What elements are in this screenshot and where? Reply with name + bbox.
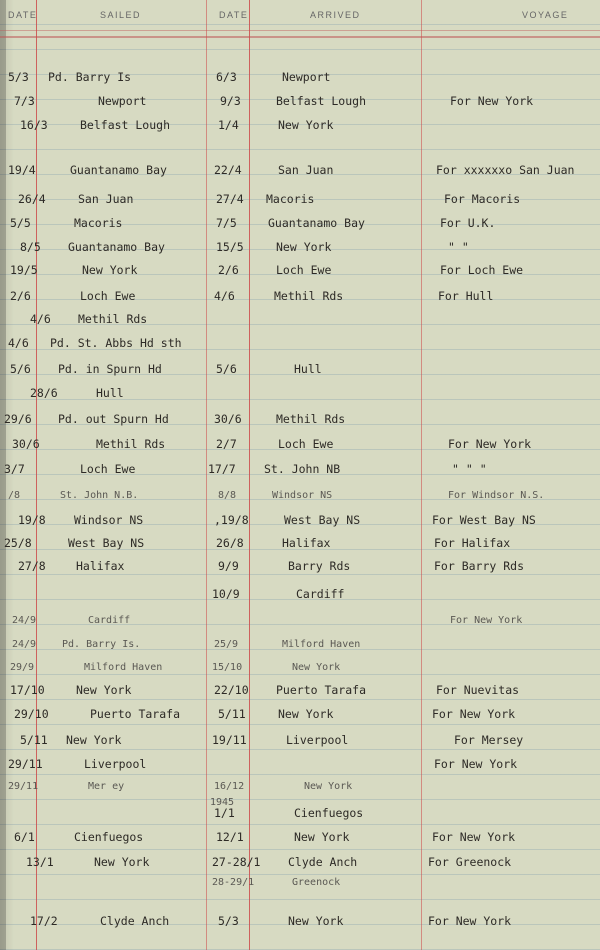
sailed-port: New York	[66, 733, 122, 747]
arrived-date: 6/3	[216, 70, 237, 84]
sailed-port: Pd. Barry Is.	[62, 639, 141, 650]
sailed-port: Mer ey	[88, 781, 125, 792]
sailed-date: 4/6	[8, 336, 29, 350]
arrived-date: 25/9	[214, 639, 239, 650]
arrived-date: 15/5	[216, 240, 244, 254]
sailed-date: 5/6	[10, 362, 31, 376]
sailed-port: Pd. in Spurn Hd	[58, 362, 162, 376]
column-rule	[421, 0, 422, 950]
arrived-date: 27/4	[216, 192, 244, 206]
voyage-note: For New York	[450, 615, 523, 626]
sailed-date: 5/3	[8, 70, 29, 84]
sailed-port: Macoris	[74, 216, 123, 230]
column-rule	[206, 0, 207, 950]
arrived-date: 5/3	[218, 914, 239, 928]
column-rule	[249, 0, 250, 950]
sailed-port: San Juan	[78, 192, 134, 206]
voyage-note: For Loch Ewe	[440, 263, 524, 277]
voyage-note: For New York	[432, 707, 516, 721]
arrived-date: 1/1	[214, 806, 235, 820]
sailed-date: /8	[8, 490, 21, 501]
arrived-date: 10/9	[212, 587, 240, 601]
arrived-port: Newport	[282, 70, 331, 84]
arrived-port: Methil Rds	[276, 412, 346, 426]
voyage-note: For Nuevitas	[436, 683, 520, 697]
header-date-arrived: DATE	[219, 10, 249, 20]
sailed-port: New York	[82, 263, 138, 277]
header-band	[0, 0, 600, 38]
arrived-port: Guantanamo Bay	[268, 216, 365, 230]
arrived-port: Loch Ewe	[276, 263, 332, 277]
arrived-date: 22/4	[214, 163, 242, 177]
sailed-date: 26/4	[18, 192, 46, 206]
arrived-date: 7/5	[216, 216, 237, 230]
sailed-date: 30/6	[12, 437, 40, 451]
voyage-note: For Hull	[438, 289, 494, 303]
voyage-note: For Halifax	[434, 536, 511, 550]
sailed-port: Guantanamo Bay	[70, 163, 167, 177]
voyage-note: For Macoris	[444, 192, 521, 206]
sailed-date: 5/11	[20, 733, 48, 747]
voyage-note: For U.K.	[440, 216, 496, 230]
sailed-date: 24/9	[12, 639, 37, 650]
sailed-date: 24/9	[12, 615, 37, 626]
arrived-port: New York	[292, 662, 341, 673]
voyage-note: For New York	[432, 830, 516, 844]
arrived-date: 8/8	[218, 490, 237, 501]
arrived-port: West Bay NS	[284, 513, 361, 527]
arrived-date: 2/7	[216, 437, 237, 451]
sailed-port: Newport	[98, 94, 147, 108]
arrived-port: Liverpool	[286, 733, 349, 747]
arrived-date: 27-28/1	[212, 855, 261, 869]
arrived-date: 1945	[210, 797, 235, 808]
arrived-date: 16/12	[214, 781, 245, 792]
arrived-date: 5/11	[218, 707, 246, 721]
sailed-port: Belfast Lough	[80, 118, 171, 132]
header-arrived: ARRIVED	[310, 10, 361, 20]
voyage-note: " "	[448, 240, 469, 254]
sailed-port: Cienfuegos	[74, 830, 144, 844]
sailed-date: 16/3	[20, 118, 48, 132]
arrived-date: 26/8	[216, 536, 244, 550]
arrived-port: Halifax	[282, 536, 331, 550]
sailed-port: Pd. St. Abbs Hd sth	[50, 336, 182, 350]
voyage-note: For Greenock	[428, 855, 512, 869]
voyage-note: For xxxxxxo San Juan	[436, 163, 575, 177]
sailed-port: West Bay NS	[68, 536, 145, 550]
header-rule	[0, 30, 600, 31]
column-rule	[36, 0, 37, 950]
arrived-port: New York	[294, 830, 350, 844]
sailed-port: New York	[94, 855, 150, 869]
voyage-note: For West Bay NS	[432, 513, 536, 527]
sailed-date: 3/7	[4, 462, 25, 476]
arrived-port: Hull	[294, 362, 322, 376]
sailed-port: Windsor NS	[74, 513, 144, 527]
sailed-port: Halifax	[76, 559, 125, 573]
arrived-port: New York	[276, 240, 332, 254]
arrived-port: Belfast Lough	[276, 94, 367, 108]
arrived-port: Cienfuegos	[294, 806, 364, 820]
sailed-date: 4/6	[30, 312, 51, 326]
arrived-port: New York	[304, 781, 353, 792]
sailed-port: Pd. out Spurn Hd	[58, 412, 169, 426]
arrived-date: 9/3	[220, 94, 241, 108]
arrived-date: 30/6	[214, 412, 242, 426]
header-voyage: VOYAGE	[522, 10, 569, 20]
sailed-date: 29/9	[10, 662, 35, 673]
sailed-port: Methil Rds	[96, 437, 166, 451]
sailed-port: Puerto Tarafa	[90, 707, 181, 721]
arrived-port: Macoris	[266, 192, 315, 206]
arrived-port: Barry Rds	[288, 559, 351, 573]
arrived-date: ,19/8	[214, 513, 249, 527]
arrived-date: 22/10	[214, 683, 249, 697]
arrived-port: Clyde Anch	[288, 855, 358, 869]
sailed-port: Pd. Barry Is	[48, 70, 132, 84]
arrived-date: 17/7	[208, 462, 236, 476]
sailed-port: Liverpool	[84, 757, 147, 771]
arrived-port: New York	[278, 707, 334, 721]
sailed-date: 5/5	[10, 216, 31, 230]
sailed-date: 19/5	[10, 263, 38, 277]
arrived-date: 28-29/1	[212, 877, 255, 888]
arrived-port: Milford Haven	[282, 639, 361, 650]
sailed-date: 29/11	[8, 781, 39, 792]
sailed-date: 29/6	[4, 412, 32, 426]
arrived-port: Methil Rds	[274, 289, 344, 303]
sailed-date: 17/10	[10, 683, 45, 697]
sailed-date: 25/8	[4, 536, 32, 550]
sailed-port: Loch Ewe	[80, 289, 136, 303]
sailed-date: 19/8	[18, 513, 46, 527]
arrived-date: 5/6	[216, 362, 237, 376]
sailed-port: St. John N.B.	[60, 490, 139, 501]
sailed-date: 27/8	[18, 559, 46, 573]
sailed-date: 13/1	[26, 855, 54, 869]
sailed-date: 8/5	[20, 240, 41, 254]
sailed-port: Clyde Anch	[100, 914, 170, 928]
arrived-date: 9/9	[218, 559, 239, 573]
sailed-port: Cardiff	[88, 615, 131, 626]
sailed-port: Methil Rds	[78, 312, 148, 326]
voyage-note: For Mersey	[454, 733, 524, 747]
arrived-date: 2/6	[218, 263, 239, 277]
arrived-port: New York	[278, 118, 334, 132]
sailed-date: 6/1	[14, 830, 35, 844]
arrived-date: 1/4	[218, 118, 239, 132]
arrived-date: 4/6	[214, 289, 235, 303]
arrived-date: 15/10	[212, 662, 243, 673]
sailed-date: 2/6	[10, 289, 31, 303]
sailed-date: 19/4	[8, 163, 36, 177]
voyage-note: For Windsor N.S.	[448, 490, 545, 501]
arrived-port: Loch Ewe	[278, 437, 334, 451]
arrived-port: Puerto Tarafa	[276, 683, 367, 697]
voyage-note: " " "	[452, 462, 487, 476]
sailed-date: 17/2	[30, 914, 58, 928]
sailed-port: Milford Haven	[84, 662, 163, 673]
sailed-port: Loch Ewe	[80, 462, 136, 476]
arrived-port: Greenock	[292, 877, 341, 888]
arrived-date: 19/11	[212, 733, 247, 747]
arrived-port: San Juan	[278, 163, 334, 177]
arrived-port: Cardiff	[296, 587, 345, 601]
arrived-port: New York	[288, 914, 344, 928]
header-sailed: SAILED	[100, 10, 142, 20]
voyage-note: For New York	[450, 94, 534, 108]
voyage-note: For New York	[434, 757, 518, 771]
arrived-port: Windsor NS	[272, 490, 333, 501]
header-date-sailed: DATE	[8, 10, 38, 20]
sailed-date: 28/6	[30, 386, 58, 400]
arrived-date: 12/1	[216, 830, 244, 844]
arrived-port: St. John NB	[264, 462, 341, 476]
sailed-port: Hull	[96, 386, 124, 400]
sailed-date: 29/11	[8, 757, 43, 771]
sailed-port: New York	[76, 683, 132, 697]
sailed-port: Guantanamo Bay	[68, 240, 165, 254]
voyage-note: For New York	[428, 914, 512, 928]
voyage-note: For Barry Rds	[434, 559, 525, 573]
sailed-date: 29/10	[14, 707, 49, 721]
voyage-note: For New York	[448, 437, 532, 451]
sailed-date: 7/3	[14, 94, 35, 108]
